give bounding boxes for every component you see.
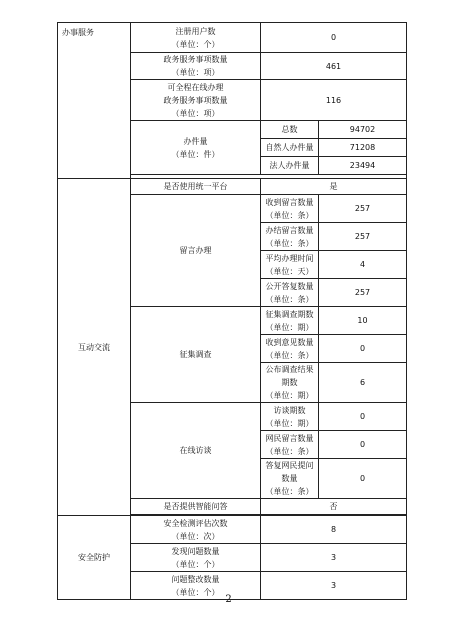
problems-fixed-value: 3 xyxy=(261,572,407,600)
natural-person-value: 71208 xyxy=(319,139,407,157)
problems-found-value: 3 xyxy=(261,544,407,572)
messages-title: 留言办理 xyxy=(131,195,261,307)
interview-periods-value: 0 xyxy=(319,403,407,431)
interview-title: 在线访谈 xyxy=(131,403,261,499)
handled-total-value: 94702 xyxy=(319,121,407,139)
messages-avgtime-value: 4 xyxy=(319,251,407,279)
legal-person-value: 23494 xyxy=(319,157,407,175)
statistics-table xyxy=(57,22,407,600)
evaluations-value: 8 xyxy=(261,516,407,544)
natural-person-label: 自然人办件量 xyxy=(261,139,319,157)
section-security-title: 安全防护 xyxy=(58,516,131,600)
legal-person-label: 法人办件量 xyxy=(261,157,319,175)
interview-netizen-label: 网民留言数量 （单位：条） xyxy=(261,431,319,459)
survey-results-value: 6 xyxy=(319,363,407,403)
problems-fixed-label: 问题整改数量 （单位：个） xyxy=(131,572,261,600)
evaluations-label: 安全检测评估次数 （单位：次） xyxy=(131,516,261,544)
interview-answered-value: 0 xyxy=(319,459,407,499)
registered-users-value: 0 xyxy=(261,23,407,53)
messages-received-value: 257 xyxy=(319,195,407,223)
handled-total-label: 总数 xyxy=(261,121,319,139)
survey-opinions-value: 0 xyxy=(319,335,407,363)
handled-label: 办件量 （单位：件） xyxy=(131,121,261,175)
messages-public-label: 公开答复数量 （单位：条） xyxy=(261,279,319,307)
smart-qa-value: 否 xyxy=(261,499,407,515)
messages-completed-value: 257 xyxy=(319,223,407,251)
section-office-title: 办事服务 xyxy=(58,23,131,179)
messages-received-label: 收到留言数量 （单位：条） xyxy=(261,195,319,223)
smart-qa-label: 是否提供智能问答 xyxy=(131,499,261,515)
interview-netizen-value: 0 xyxy=(319,431,407,459)
online-items-label: 可全程在线办理 政务服务事项数量 （单位：项） xyxy=(131,80,261,121)
interview-answered-label: 答复网民提问数量 （单位：条） xyxy=(261,459,319,499)
messages-completed-label: 办结留言数量 （单位：条） xyxy=(261,223,319,251)
service-items-value: 461 xyxy=(261,53,407,80)
messages-public-value: 257 xyxy=(319,279,407,307)
registered-users-label: 注册用户数 （单位：个） xyxy=(131,23,261,53)
survey-results-label: 公布调查结果期数 （单位：期） xyxy=(261,363,319,403)
online-items-value: 116 xyxy=(261,80,407,121)
section-interaction-title: 互动交流 xyxy=(58,179,131,516)
messages-avgtime-label: 平均办理时间 （单位：天） xyxy=(261,251,319,279)
service-items-label: 政务服务事项数量 （单位：项） xyxy=(131,53,261,80)
unified-platform-label: 是否使用统一平台 xyxy=(131,179,261,195)
page-number: 2 xyxy=(225,594,232,605)
interview-periods-label: 访谈期数 （单位：期） xyxy=(261,403,319,431)
survey-periods-label: 征集调查期数 （单位：期） xyxy=(261,307,319,335)
survey-periods-value: 10 xyxy=(319,307,407,335)
survey-title: 征集调查 xyxy=(131,307,261,403)
problems-found-label: 发现问题数量 （单位：个） xyxy=(131,544,261,572)
unified-platform-value: 是 xyxy=(261,179,407,195)
survey-opinions-label: 收到意见数量 （单位：条） xyxy=(261,335,319,363)
